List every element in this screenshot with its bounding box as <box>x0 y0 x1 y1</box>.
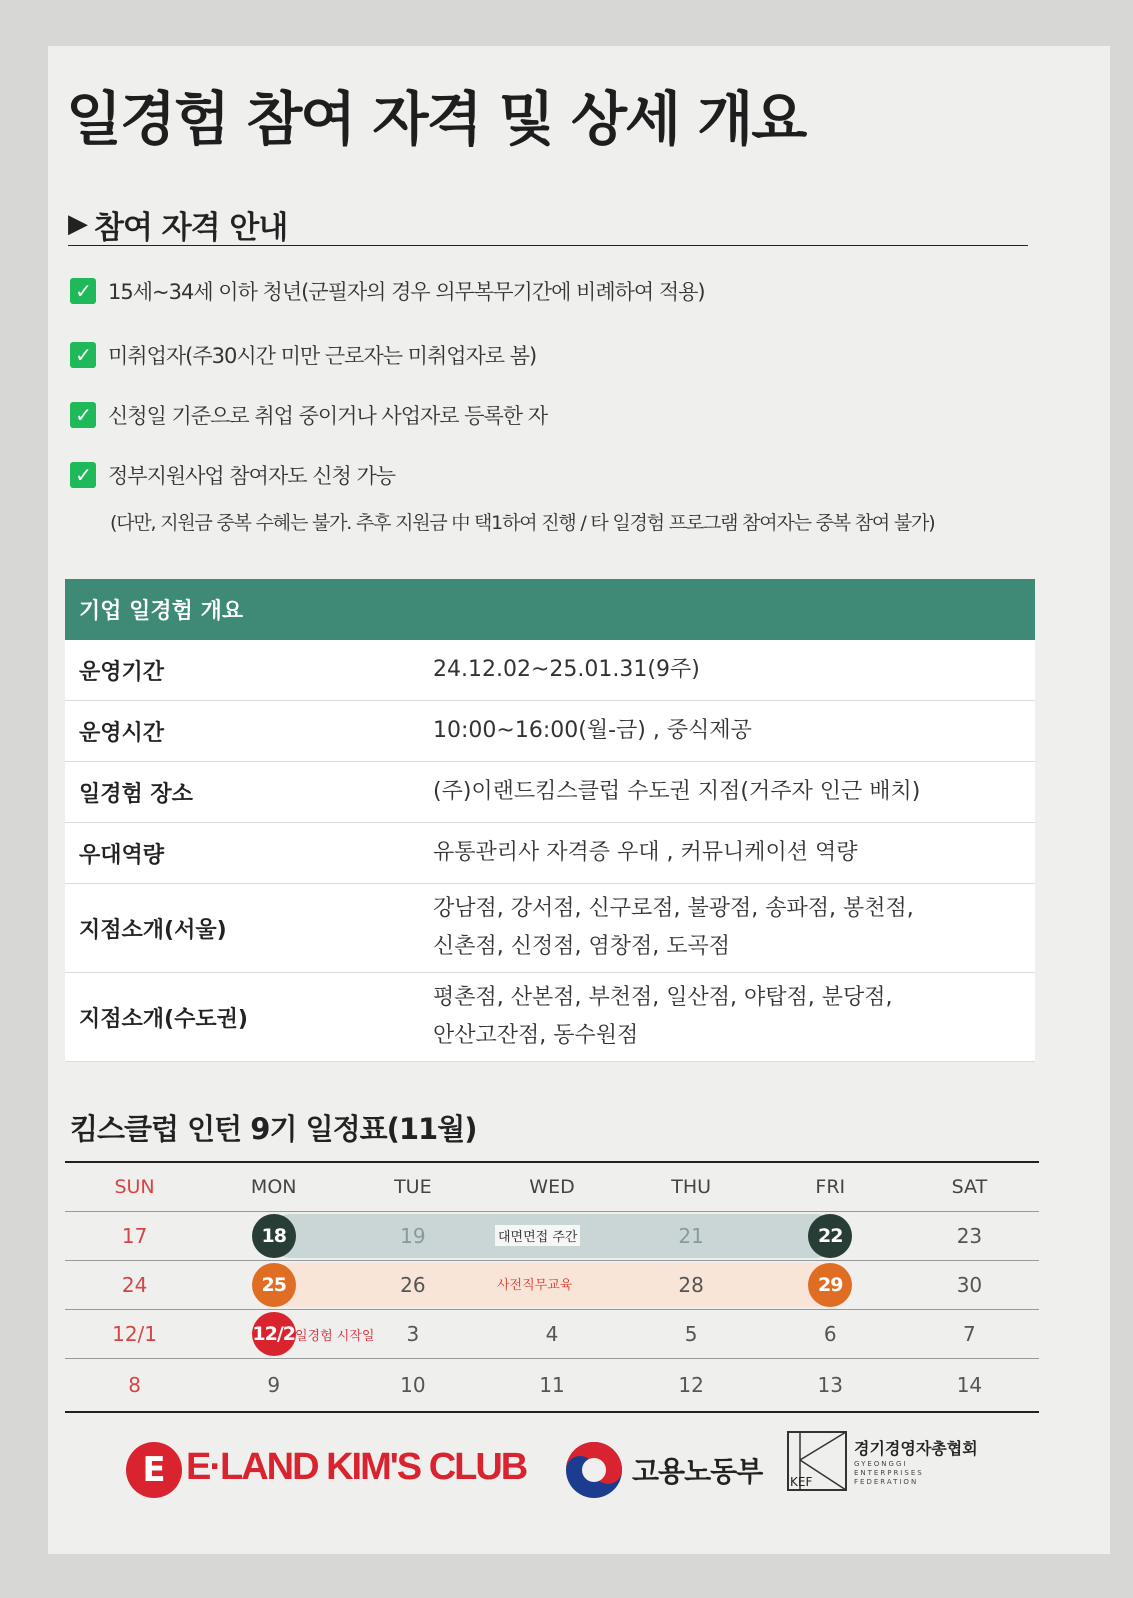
calendar-day: 4 <box>545 1322 559 1346</box>
row-value: (주)이랜드킴스클럽 수도권 지점(거주자 인근 배치) <box>419 762 1035 823</box>
start-day-label: 일경험 시작일 <box>295 1329 375 1344</box>
table-row <box>65 762 1035 823</box>
eland-logo-text: E·LAND KIM'S CLUB <box>186 1446 527 1488</box>
partner-logos <box>126 1430 1006 1520</box>
eligibility-note: (다만, 지원금 중복 수혜는 불가. 추후 지원금 中 택1하여 진행 / 타 일경험 프로그램 참여자는 중복 참여 불가) <box>110 512 935 534</box>
kef-logo-subtitle: GYEONGGI ENTERPRISES FEDERATION <box>854 1460 924 1486</box>
training-week-label: 사전직무교육 <box>497 1278 573 1293</box>
calendar-day: 13 <box>817 1373 843 1397</box>
row-label: 지점소개(서울) <box>65 884 419 973</box>
row-value-line: 신촌점, 신정점, 염창점, 도곡점 <box>433 934 730 959</box>
start-day: 12/2 <box>252 1312 296 1356</box>
row-value-line: 강남점, 강서점, 신구로점, 불광점, 송파점, 봉천점, <box>433 896 914 921</box>
day-header: TUE <box>394 1176 432 1198</box>
table-row <box>65 640 1035 701</box>
calendar-day: 24 <box>121 1273 148 1297</box>
table-row <box>65 823 1035 884</box>
overview-table-header: 기업 일경험 개요 <box>65 579 1035 640</box>
eligibility-item-text: 정부지원사업 참여자도 신청 가능 <box>108 464 396 488</box>
calendar-day: 26 <box>400 1273 426 1297</box>
day-header: THU <box>671 1176 712 1198</box>
row-label: 운영기간 <box>65 640 419 701</box>
calendar-day: 12/1 <box>112 1322 158 1346</box>
calendar-day: 9 <box>267 1373 281 1397</box>
calendar-day: 28 <box>678 1273 704 1297</box>
calendar-day: 7 <box>963 1322 976 1346</box>
eligibility-heading <box>68 203 1028 246</box>
eligibility-item <box>70 340 536 370</box>
calendar-day: 12 <box>678 1373 704 1397</box>
calendar <box>65 1161 1039 1413</box>
calendar-week-row <box>65 1359 1039 1413</box>
calendar-day: 19 <box>400 1224 426 1248</box>
calendar-day-cell <box>204 1212 343 1260</box>
calendar-week-row <box>65 1310 1039 1359</box>
kef-logo-icon <box>786 1430 848 1492</box>
row-value: 24.12.02~25.01.31(9주) <box>419 640 1035 701</box>
page-title: 일경험 참여 자격 및 상세 개요 <box>66 85 806 153</box>
row-label: 우대역량 <box>65 823 419 884</box>
interview-start-day: 18 <box>252 1214 296 1258</box>
row-value-line: 안산고잔점, 동수원점 <box>433 1023 639 1048</box>
overview-table <box>65 579 1035 1062</box>
day-header: SAT <box>951 1176 988 1198</box>
row-value: 유통관리사 자격증 우대 , 커뮤니케이션 역량 <box>419 823 1035 884</box>
calendar-day: 14 <box>956 1373 983 1397</box>
row-value <box>419 884 1035 973</box>
calendar-header-row <box>65 1163 1039 1212</box>
eligibility-item-text: 15세~34세 이하 청년(군필자의 경우 의무복무기간에 비례하여 적용) <box>108 280 705 304</box>
row-value-line: 평촌점, 산본점, 부천점, 일산점, 야탑점, 분당점, <box>433 985 893 1010</box>
calendar-day: 10 <box>400 1373 426 1397</box>
row-label: 일경험 장소 <box>65 762 419 823</box>
eligibility-item-text: 신청일 기준으로 취업 중이거나 사업자로 등록한 자 <box>108 404 548 428</box>
day-header: FRI <box>815 1176 846 1198</box>
check-icon: ✓ <box>70 278 96 304</box>
calendar-day-cell <box>204 1261 343 1309</box>
table-row <box>65 973 1035 1062</box>
kef-logo-title: 경기경영자총협회 <box>854 1439 978 1458</box>
calendar-day-cell <box>761 1212 900 1260</box>
training-start-day: 25 <box>252 1263 296 1307</box>
day-header: WED <box>529 1176 575 1198</box>
training-end-day: 29 <box>808 1263 852 1307</box>
calendar-day: 11 <box>539 1373 565 1397</box>
kef-logo-mark-text: KEF <box>790 1475 813 1489</box>
interview-week-label: 대면면접 주간 <box>495 1225 580 1246</box>
interview-end-day: 22 <box>808 1214 852 1258</box>
calendar-day: 8 <box>128 1373 141 1397</box>
calendar-day: 5 <box>684 1322 698 1346</box>
calendar-week-row <box>65 1261 1039 1310</box>
calendar-day: 17 <box>121 1224 148 1248</box>
day-header: SUN <box>114 1176 155 1198</box>
eligibility-heading-text: 참여 자격 안내 <box>94 209 288 246</box>
eligibility-item <box>70 460 395 490</box>
calendar-day: 3 <box>406 1322 420 1346</box>
calendar-day: 6 <box>823 1322 837 1346</box>
row-value: 10:00~16:00(월-금) , 중식제공 <box>419 701 1035 762</box>
calendar-day-cell <box>761 1261 900 1309</box>
eligibility-item <box>70 276 705 306</box>
row-label: 운영시간 <box>65 701 419 762</box>
calendar-title: 킴스클럽 인턴 9기 일정표(11월) <box>70 1112 477 1146</box>
eligibility-item <box>70 400 547 430</box>
row-label: 지점소개(수도권) <box>65 973 419 1062</box>
eland-logo-icon: E <box>126 1442 182 1498</box>
calendar-day: 23 <box>956 1224 983 1248</box>
play-arrow-icon: ▶ <box>68 209 88 239</box>
calendar-day: 21 <box>678 1224 704 1248</box>
check-icon: ✓ <box>70 462 96 488</box>
check-icon: ✓ <box>70 342 96 368</box>
table-row <box>65 884 1035 973</box>
calendar-day: 30 <box>956 1273 983 1297</box>
moel-logo-text: 고용노동부 <box>632 1455 763 1488</box>
table-row <box>65 701 1035 762</box>
calendar-week-row <box>65 1212 1039 1261</box>
taegeuk-icon <box>564 1440 624 1500</box>
day-header: MON <box>250 1176 297 1198</box>
row-value <box>419 973 1035 1062</box>
check-icon: ✓ <box>70 402 96 428</box>
eligibility-item-text: 미취업자(주30시간 미만 근로자는 미취업자로 봄) <box>108 344 537 368</box>
